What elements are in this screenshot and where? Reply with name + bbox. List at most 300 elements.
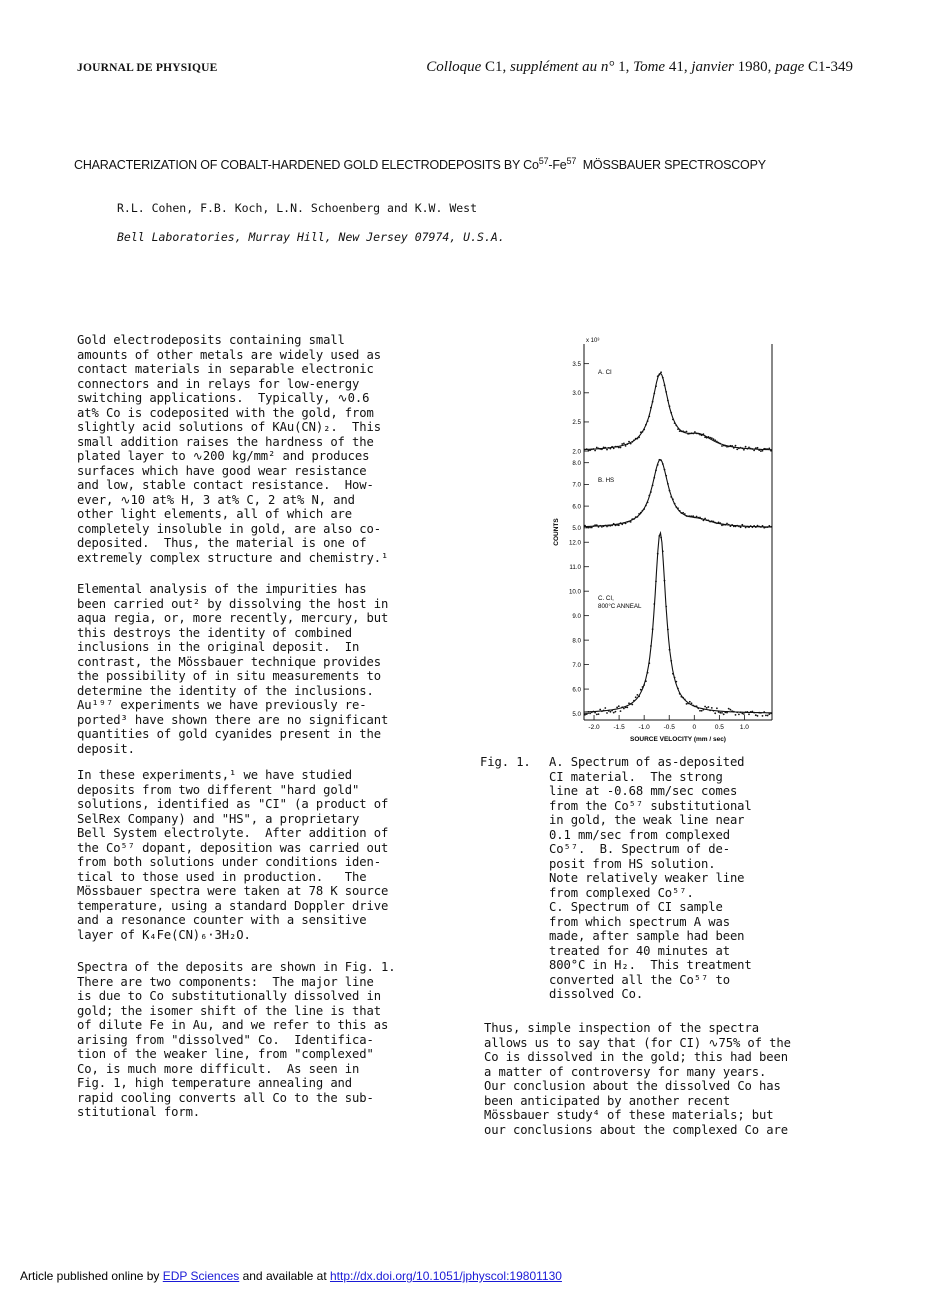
data-point xyxy=(721,712,723,714)
data-point xyxy=(603,525,605,527)
citation-colloque: Colloque xyxy=(426,59,482,75)
data-point xyxy=(615,525,617,527)
data-point xyxy=(611,525,613,527)
data-point xyxy=(657,464,659,466)
data-point xyxy=(681,512,683,514)
data-point xyxy=(709,437,711,439)
panel-label: A. CI xyxy=(598,369,612,376)
data-point xyxy=(728,524,730,526)
data-point xyxy=(642,510,644,512)
citation-year: 1980, xyxy=(733,59,776,75)
data-point xyxy=(760,450,762,452)
data-point xyxy=(588,527,590,529)
y-tick-label: 8.0 xyxy=(572,637,581,645)
data-point xyxy=(596,714,598,716)
data-point xyxy=(643,429,645,431)
data-point xyxy=(694,705,696,707)
data-point xyxy=(599,709,601,711)
data-point xyxy=(594,712,596,714)
x-tick-label: 0.5 xyxy=(714,724,724,731)
data-point xyxy=(760,526,762,528)
data-point xyxy=(703,433,705,435)
data-point xyxy=(670,412,672,414)
data-point xyxy=(630,703,632,705)
data-point xyxy=(724,524,726,526)
data-point xyxy=(740,447,742,449)
data-point xyxy=(631,518,633,520)
data-point xyxy=(758,449,760,451)
y-tick-label: 7.0 xyxy=(572,481,581,489)
title-part: MÖSSBAUER SPECTROSCOPY xyxy=(576,158,766,172)
data-point xyxy=(748,447,750,449)
data-point xyxy=(664,580,666,582)
data-point xyxy=(677,428,679,430)
data-point xyxy=(753,712,755,714)
data-point xyxy=(714,439,716,441)
title-superscript: 57 xyxy=(566,156,577,166)
data-point xyxy=(750,711,752,713)
data-point xyxy=(594,524,596,526)
data-point xyxy=(645,680,647,682)
data-point xyxy=(721,524,723,526)
data-point xyxy=(735,445,737,447)
data-point xyxy=(608,710,610,712)
data-point xyxy=(731,710,733,712)
data-point xyxy=(667,483,669,485)
data-point xyxy=(638,436,640,438)
data-point xyxy=(628,441,630,443)
data-point xyxy=(689,515,691,517)
data-point xyxy=(721,445,723,447)
data-point xyxy=(758,526,760,528)
data-point xyxy=(691,432,693,434)
footer xyxy=(20,1269,562,1283)
data-point xyxy=(603,447,605,449)
data-point xyxy=(596,524,598,526)
data-point xyxy=(593,525,595,527)
data-point xyxy=(588,711,590,713)
panel-label: B. HS xyxy=(598,477,615,484)
x-tick-label: -0.5 xyxy=(663,724,675,731)
data-point xyxy=(736,448,738,450)
data-point xyxy=(608,447,610,449)
data-point xyxy=(682,430,684,432)
data-point xyxy=(630,521,632,523)
data-point xyxy=(696,705,698,707)
data-point xyxy=(718,522,720,524)
data-point xyxy=(655,469,657,471)
data-point xyxy=(718,442,720,444)
citation-tome-number: 41, xyxy=(665,59,692,75)
data-point xyxy=(750,525,752,527)
data-point xyxy=(682,512,684,514)
data-point xyxy=(689,433,691,435)
data-point xyxy=(757,525,759,527)
y-tick-label: 3.5 xyxy=(572,360,581,368)
data-point xyxy=(723,524,725,526)
data-point xyxy=(660,371,662,373)
data-point xyxy=(659,535,661,537)
doi-link[interactable]: http://dx.doi.org/10.1051/jphyscol:19801130 xyxy=(329,1269,562,1283)
data-point xyxy=(746,526,748,528)
data-point xyxy=(718,711,720,713)
data-point xyxy=(724,445,726,447)
data-point xyxy=(672,419,674,421)
data-point xyxy=(711,520,713,522)
data-point xyxy=(674,422,676,424)
data-point xyxy=(731,524,733,526)
data-point xyxy=(697,708,699,710)
data-point xyxy=(670,496,672,498)
citation-line xyxy=(426,59,853,76)
data-point xyxy=(608,525,610,527)
data-point xyxy=(664,469,666,471)
data-point xyxy=(598,526,600,528)
data-point xyxy=(694,431,696,433)
data-point xyxy=(613,448,615,450)
data-point xyxy=(735,714,737,716)
y-tick-label: 7.0 xyxy=(572,661,581,669)
data-point xyxy=(758,712,760,714)
data-point xyxy=(701,434,703,436)
data-point xyxy=(765,448,767,450)
y-tick-label: 11.0 xyxy=(569,563,581,571)
data-point xyxy=(642,431,644,433)
y-tick-label: 6.0 xyxy=(572,503,581,511)
data-point xyxy=(655,385,657,387)
data-point xyxy=(621,443,623,445)
data-point xyxy=(660,459,662,461)
data-point xyxy=(746,448,748,450)
title-part: CHARACTERIZATION OF COBALT-HARDENED GOLD ELECTRODEPOSITS BY Co xyxy=(74,158,539,172)
data-point xyxy=(675,425,677,427)
figure-caption: A. Spectrum of as-deposited CI material. The strong line at -0.68 mm/sec comes from the Co⁵⁷ substitutional in gold, the weak line near 0.1 mm/sec from complexed Co⁵⁷. B. Spectrum of de- posit from HS solution. Note relatively weaker line from complexed Co⁵⁷. C. Spectrum of CI sample from which spectrum A was made, after sample had been treated for 40 minutes at 800°C in H₂. This treatment converted all the Co⁵⁷ to dissolved Co. xyxy=(549,755,752,1001)
data-point xyxy=(670,660,672,662)
data-point xyxy=(714,522,716,524)
data-point xyxy=(699,434,701,436)
data-point xyxy=(757,715,759,717)
data-point xyxy=(586,527,588,529)
data-point xyxy=(665,391,667,393)
data-point xyxy=(652,628,654,630)
data-point xyxy=(640,689,642,691)
data-point xyxy=(667,629,669,631)
data-point xyxy=(730,445,732,447)
data-point xyxy=(638,695,640,697)
citation-page-label: page xyxy=(775,59,805,75)
data-point xyxy=(623,708,625,710)
data-point xyxy=(741,524,743,526)
data-point xyxy=(623,443,625,445)
data-point xyxy=(767,526,769,528)
data-point xyxy=(588,450,590,452)
data-point xyxy=(687,515,689,517)
data-point xyxy=(596,447,598,449)
data-point xyxy=(697,433,699,435)
data-point xyxy=(762,525,764,527)
data-point xyxy=(652,401,654,403)
data-point xyxy=(741,447,743,449)
data-point xyxy=(704,518,706,520)
data-point xyxy=(746,711,748,713)
edp-sciences-link[interactable]: EDP Sciences xyxy=(162,1269,240,1283)
x-tick-label: -1.5 xyxy=(613,724,625,731)
data-point xyxy=(626,521,628,523)
data-point xyxy=(770,712,772,714)
data-point xyxy=(753,525,755,527)
data-point xyxy=(623,522,625,524)
data-point xyxy=(659,459,661,461)
data-point xyxy=(691,702,693,704)
data-point xyxy=(755,526,757,528)
data-point xyxy=(736,525,738,527)
data-point xyxy=(648,416,650,418)
data-point xyxy=(631,704,633,706)
data-point xyxy=(740,711,742,713)
y-tick-label: 2.5 xyxy=(572,419,581,427)
data-point xyxy=(653,477,655,479)
data-point xyxy=(591,449,593,451)
data-point xyxy=(598,448,600,450)
data-point xyxy=(696,433,698,435)
data-point xyxy=(767,448,769,450)
data-point xyxy=(763,711,765,713)
data-point xyxy=(650,491,652,493)
affiliation: Bell Laboratories, Murray Hill, New Jersey 07974, U.S.A. xyxy=(117,230,505,244)
data-point xyxy=(586,448,588,450)
data-point xyxy=(731,445,733,447)
data-point xyxy=(724,712,726,714)
data-point xyxy=(770,450,772,452)
data-point xyxy=(713,710,715,712)
data-point xyxy=(611,710,613,712)
data-point xyxy=(618,447,620,449)
data-point xyxy=(647,672,649,674)
y-tick-label: 5.0 xyxy=(572,710,581,718)
data-point xyxy=(620,447,622,449)
data-point xyxy=(589,713,591,715)
data-point xyxy=(648,495,650,497)
data-point xyxy=(672,498,674,500)
citation-number: 1, xyxy=(614,59,634,75)
data-point xyxy=(659,374,661,376)
data-point xyxy=(706,519,708,521)
data-point xyxy=(615,446,617,448)
data-point xyxy=(716,522,718,524)
data-point xyxy=(598,713,600,715)
data-point xyxy=(610,448,612,450)
data-point xyxy=(586,713,588,715)
paragraph-spectra: Spectra of the deposits are shown in Fig. 1. There are two components: The major line is due to Co substitutionally dissolved in gold; the isomer shift of the line is that of dilute Fe in Au, and we refer to this as arising from "dissolved" Co. Identifica- tion of the weaker line, from "complexed" Co, is much more difficult. As seen in Fig. 1, high temperature annealing and rapid cooling converts all Co to the sub- stitutional form. xyxy=(77,960,396,1119)
data-point xyxy=(631,441,633,443)
data-point xyxy=(686,431,688,433)
data-point xyxy=(630,443,632,445)
data-point xyxy=(704,706,706,708)
paper-title xyxy=(74,158,766,172)
data-point xyxy=(723,445,725,447)
data-point xyxy=(752,711,754,713)
data-point xyxy=(713,438,715,440)
paragraph-elemental-analysis: Elemental analysis of the impurities has been carried out² by dissolving the host in aqua regia, or, more recently, mercury, but this destroys the identity of combined inclusions in the original deposit. In contrast, the Mössbauer technique provides the possibility of in situ measurements to determine the identity of the inclusions. Au¹⁹⁷ experiments we have previously re- ported³ have shown there are no significant quantities of gold cyanides present in the deposit. xyxy=(77,582,389,756)
data-point xyxy=(708,436,710,438)
data-point xyxy=(640,431,642,433)
data-point xyxy=(626,443,628,445)
data-point xyxy=(679,693,681,695)
data-point xyxy=(633,518,635,520)
data-point xyxy=(760,712,762,714)
data-point xyxy=(677,688,679,690)
data-point xyxy=(745,711,747,713)
data-point xyxy=(682,697,684,699)
x-tick-label: -2.0 xyxy=(588,724,600,731)
x-tick-label: -1.0 xyxy=(638,724,650,731)
data-point xyxy=(672,673,674,675)
data-point xyxy=(615,711,617,713)
data-point xyxy=(719,522,721,524)
data-point xyxy=(621,523,623,525)
data-point xyxy=(662,550,664,552)
data-point xyxy=(723,713,725,715)
data-point xyxy=(674,503,676,505)
data-point xyxy=(665,475,667,477)
data-point xyxy=(684,699,686,701)
data-point xyxy=(655,581,657,583)
data-point xyxy=(733,447,735,449)
data-point xyxy=(711,437,713,439)
data-point xyxy=(752,526,754,528)
data-point xyxy=(633,700,635,702)
data-point xyxy=(667,400,669,402)
data-point xyxy=(763,448,765,450)
data-point xyxy=(653,603,655,605)
data-point xyxy=(750,448,752,450)
data-point xyxy=(741,713,743,715)
paragraph-intro: Gold electrodeposits containing small amounts of other metals are widely used as contact materials in separable electronic connectors and in relays for low-energy switching applications. Typically, ∿0.6 at% Co is codeposited with the gold, from slightly acid solutions of KAu(CN)₂. This small addition raises the hardness of the plated layer to ∿200 kg/mm² and produces surfaces which have good wear resistance and low, stable contact resistance. How- ever, ∿10 at% H, 3 at% C, 2 at% N, and other light elements, all of which are completely insoluble in gold, are also co- deposited. Thus, the material is one of extremely complex structure and chemistry.¹ xyxy=(77,333,389,565)
data-point xyxy=(591,527,593,529)
data-point xyxy=(606,526,608,528)
data-point xyxy=(674,677,676,679)
data-point xyxy=(653,393,655,395)
citation-volume: C1, xyxy=(481,59,511,75)
mossbauer-spectra-figure xyxy=(540,332,790,750)
x-axis-label: SOURCE VELOCITY (mm / sec) xyxy=(630,736,726,743)
data-point xyxy=(762,715,764,717)
data-point xyxy=(625,445,627,447)
y-tick-label: 3.0 xyxy=(572,390,581,397)
data-point xyxy=(768,448,770,450)
data-point xyxy=(669,649,671,651)
data-point xyxy=(643,684,645,686)
data-point xyxy=(601,526,603,528)
data-point xyxy=(613,523,615,525)
data-point xyxy=(613,712,615,714)
data-point xyxy=(692,705,694,707)
data-point xyxy=(681,696,683,698)
data-point xyxy=(762,450,764,452)
data-point xyxy=(733,711,735,713)
data-point xyxy=(633,439,635,441)
authors: R.L. Cohen, F.B. Koch, L.N. Schoenberg and K.W. West xyxy=(117,201,478,215)
y-tick-label: 2.0 xyxy=(572,448,581,456)
data-point xyxy=(701,710,703,712)
data-point xyxy=(703,709,705,711)
data-point xyxy=(603,710,605,712)
data-point xyxy=(713,521,715,523)
y-tick-label: 12.0 xyxy=(568,539,581,547)
data-point xyxy=(601,710,603,712)
data-point xyxy=(637,516,639,518)
data-point xyxy=(703,520,705,522)
data-point xyxy=(675,506,677,508)
spectrum-curve xyxy=(584,373,772,450)
data-point xyxy=(697,517,699,519)
data-point xyxy=(691,515,693,517)
data-point xyxy=(662,377,664,379)
data-point xyxy=(650,407,652,409)
data-point xyxy=(726,523,728,525)
data-point xyxy=(748,713,750,715)
data-point xyxy=(650,645,652,647)
data-point xyxy=(601,448,603,450)
data-point xyxy=(606,712,608,714)
data-point xyxy=(625,523,627,525)
data-point xyxy=(701,518,703,520)
data-point xyxy=(681,430,683,432)
data-point xyxy=(637,438,639,440)
data-point xyxy=(679,510,681,512)
data-point xyxy=(696,516,698,518)
journal-name: JOURNAL DE PHYSIQUE xyxy=(77,62,218,74)
data-point xyxy=(755,714,757,716)
data-point xyxy=(660,537,662,539)
data-point xyxy=(719,712,721,714)
data-point xyxy=(684,431,686,433)
data-point xyxy=(635,438,637,440)
data-point xyxy=(684,513,686,515)
data-point xyxy=(664,384,666,386)
data-point xyxy=(593,711,595,713)
data-point xyxy=(753,450,755,452)
data-point xyxy=(757,447,759,449)
data-point xyxy=(645,424,647,426)
data-point xyxy=(604,707,606,709)
data-point xyxy=(768,525,770,527)
citation-month: janvier xyxy=(691,59,734,75)
data-point xyxy=(616,707,618,709)
data-point xyxy=(743,713,745,715)
data-point xyxy=(708,706,710,708)
data-point xyxy=(652,485,654,487)
data-point xyxy=(618,705,620,707)
data-point xyxy=(628,521,630,523)
data-point xyxy=(628,702,630,704)
data-point xyxy=(640,512,642,514)
data-point xyxy=(767,715,769,717)
data-point xyxy=(637,694,639,696)
data-point xyxy=(626,707,628,709)
data-point xyxy=(643,508,645,510)
data-point xyxy=(730,709,732,711)
data-point xyxy=(648,662,650,664)
data-point xyxy=(745,446,747,448)
data-point xyxy=(730,525,732,527)
y-multiplier-label: x 10³ xyxy=(586,338,600,344)
data-point xyxy=(743,525,745,527)
data-point xyxy=(706,707,708,709)
data-point xyxy=(669,405,671,407)
data-point xyxy=(768,713,770,715)
paragraph-experiments: In these experiments,¹ we have studied deposits from two different "hard gold" solutions, identified as "CI" (a product of SelRex Company) and "HS", a proprietary Bell System electrolyte. After addition of the Co⁵⁷ dopant, deposition was carried out from both solutions under conditions iden- tical to those used in production. The Mössbauer spectra were taken at 78 K source temperature, using a standard Doppler drive and a resonance counter with a sensitive layer of K₄Fe(CN)₆·3H₂O. xyxy=(77,768,389,942)
